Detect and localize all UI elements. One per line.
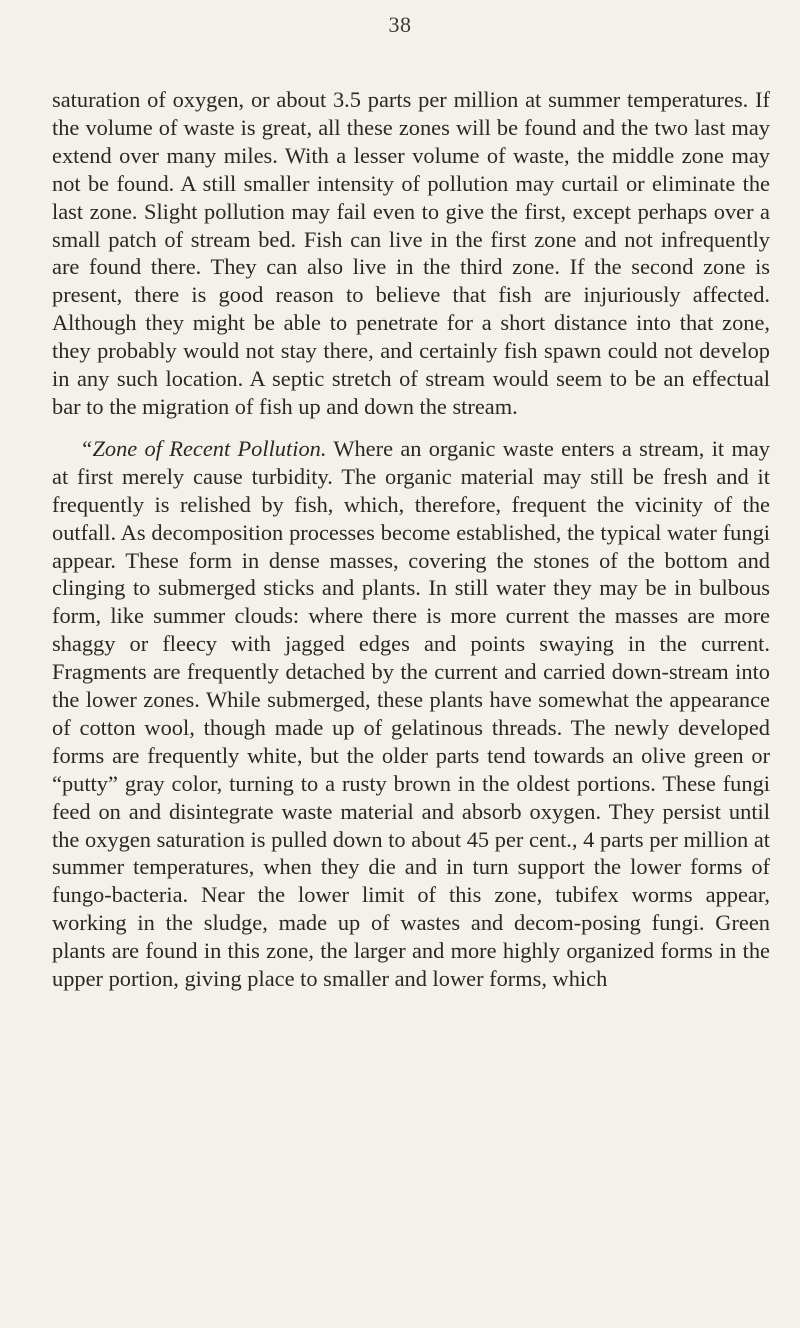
- paragraph-zones-summary: [52, 86, 770, 421]
- body-text: [52, 86, 770, 993]
- paragraph-recent-pollution: [52, 435, 770, 993]
- paragraph-text: Where an organic waste enters a stream, it may at first merely cause turbidity. The organic material may still be fresh and it frequently is relished by fish, which, therefore, frequent the vicinity of the outfall. As decomposition processes become established, the typical water fungi appear. These form in dense masses, covering the stones of the bottom and clinging to submerged sticks and plants. In still water they may be in bulbous form, like summer clouds: where there is more current the masses are more shaggy or fleecy with jagged edges and points swaying in the current. Fragments are frequently detached by the current and carried down-stream into the lower zones. While submerged, these plants have somewhat the appearance of cotton wool, though made up of gelatinous threads. The newly developed forms are frequently white, but the older parts tend towards an olive green or “putty” gray color, turning to a rusty brown in the oldest portions. These fungi feed on and disintegrate waste material and absorb oxygen. They persist until the oxygen saturation is pulled down to about 45 per cent., 4 parts per million at summer temperatures, when they die and in turn support the lower forms of fungo-bacteria. Near the lower limit of this zone, tubifex worms appear, working in the sludge, made up of wastes and decom-posing fungi. Green plants are found in this zone, the larger and more highly organized forms in the upper portion, giving place to smaller and lower forms, which: [52, 435, 771, 992]
- paragraph-text: saturation of oxygen, or about 3.5 parts per million at summer temperatures. If the volume of waste is great, all these zones will be found and the two last may extend over many miles. With a lesser volume of waste, the middle zone may not be found. A still smaller intensity of pollution may curtail or eliminate the last zone. Slight pollution may fail even to give the first, except perhaps over a small patch of stream bed. Fish can live in the first zone and not infrequently are found there. They can also live in the third zone. If the second zone is present, there is good reason to believe that fish are injuriously affected. Although they might be able to penetrate for a short distance into that zone, they probably would not stay there, and certainly fish spawn could not develop in any such location. A septic stretch of stream would seem to be an effectual bar to the migration of fish up and down the stream.: [52, 87, 770, 419]
- page-number: 38: [388, 12, 412, 37]
- section-heading: “Zone of Recent Pollution.: [80, 435, 327, 461]
